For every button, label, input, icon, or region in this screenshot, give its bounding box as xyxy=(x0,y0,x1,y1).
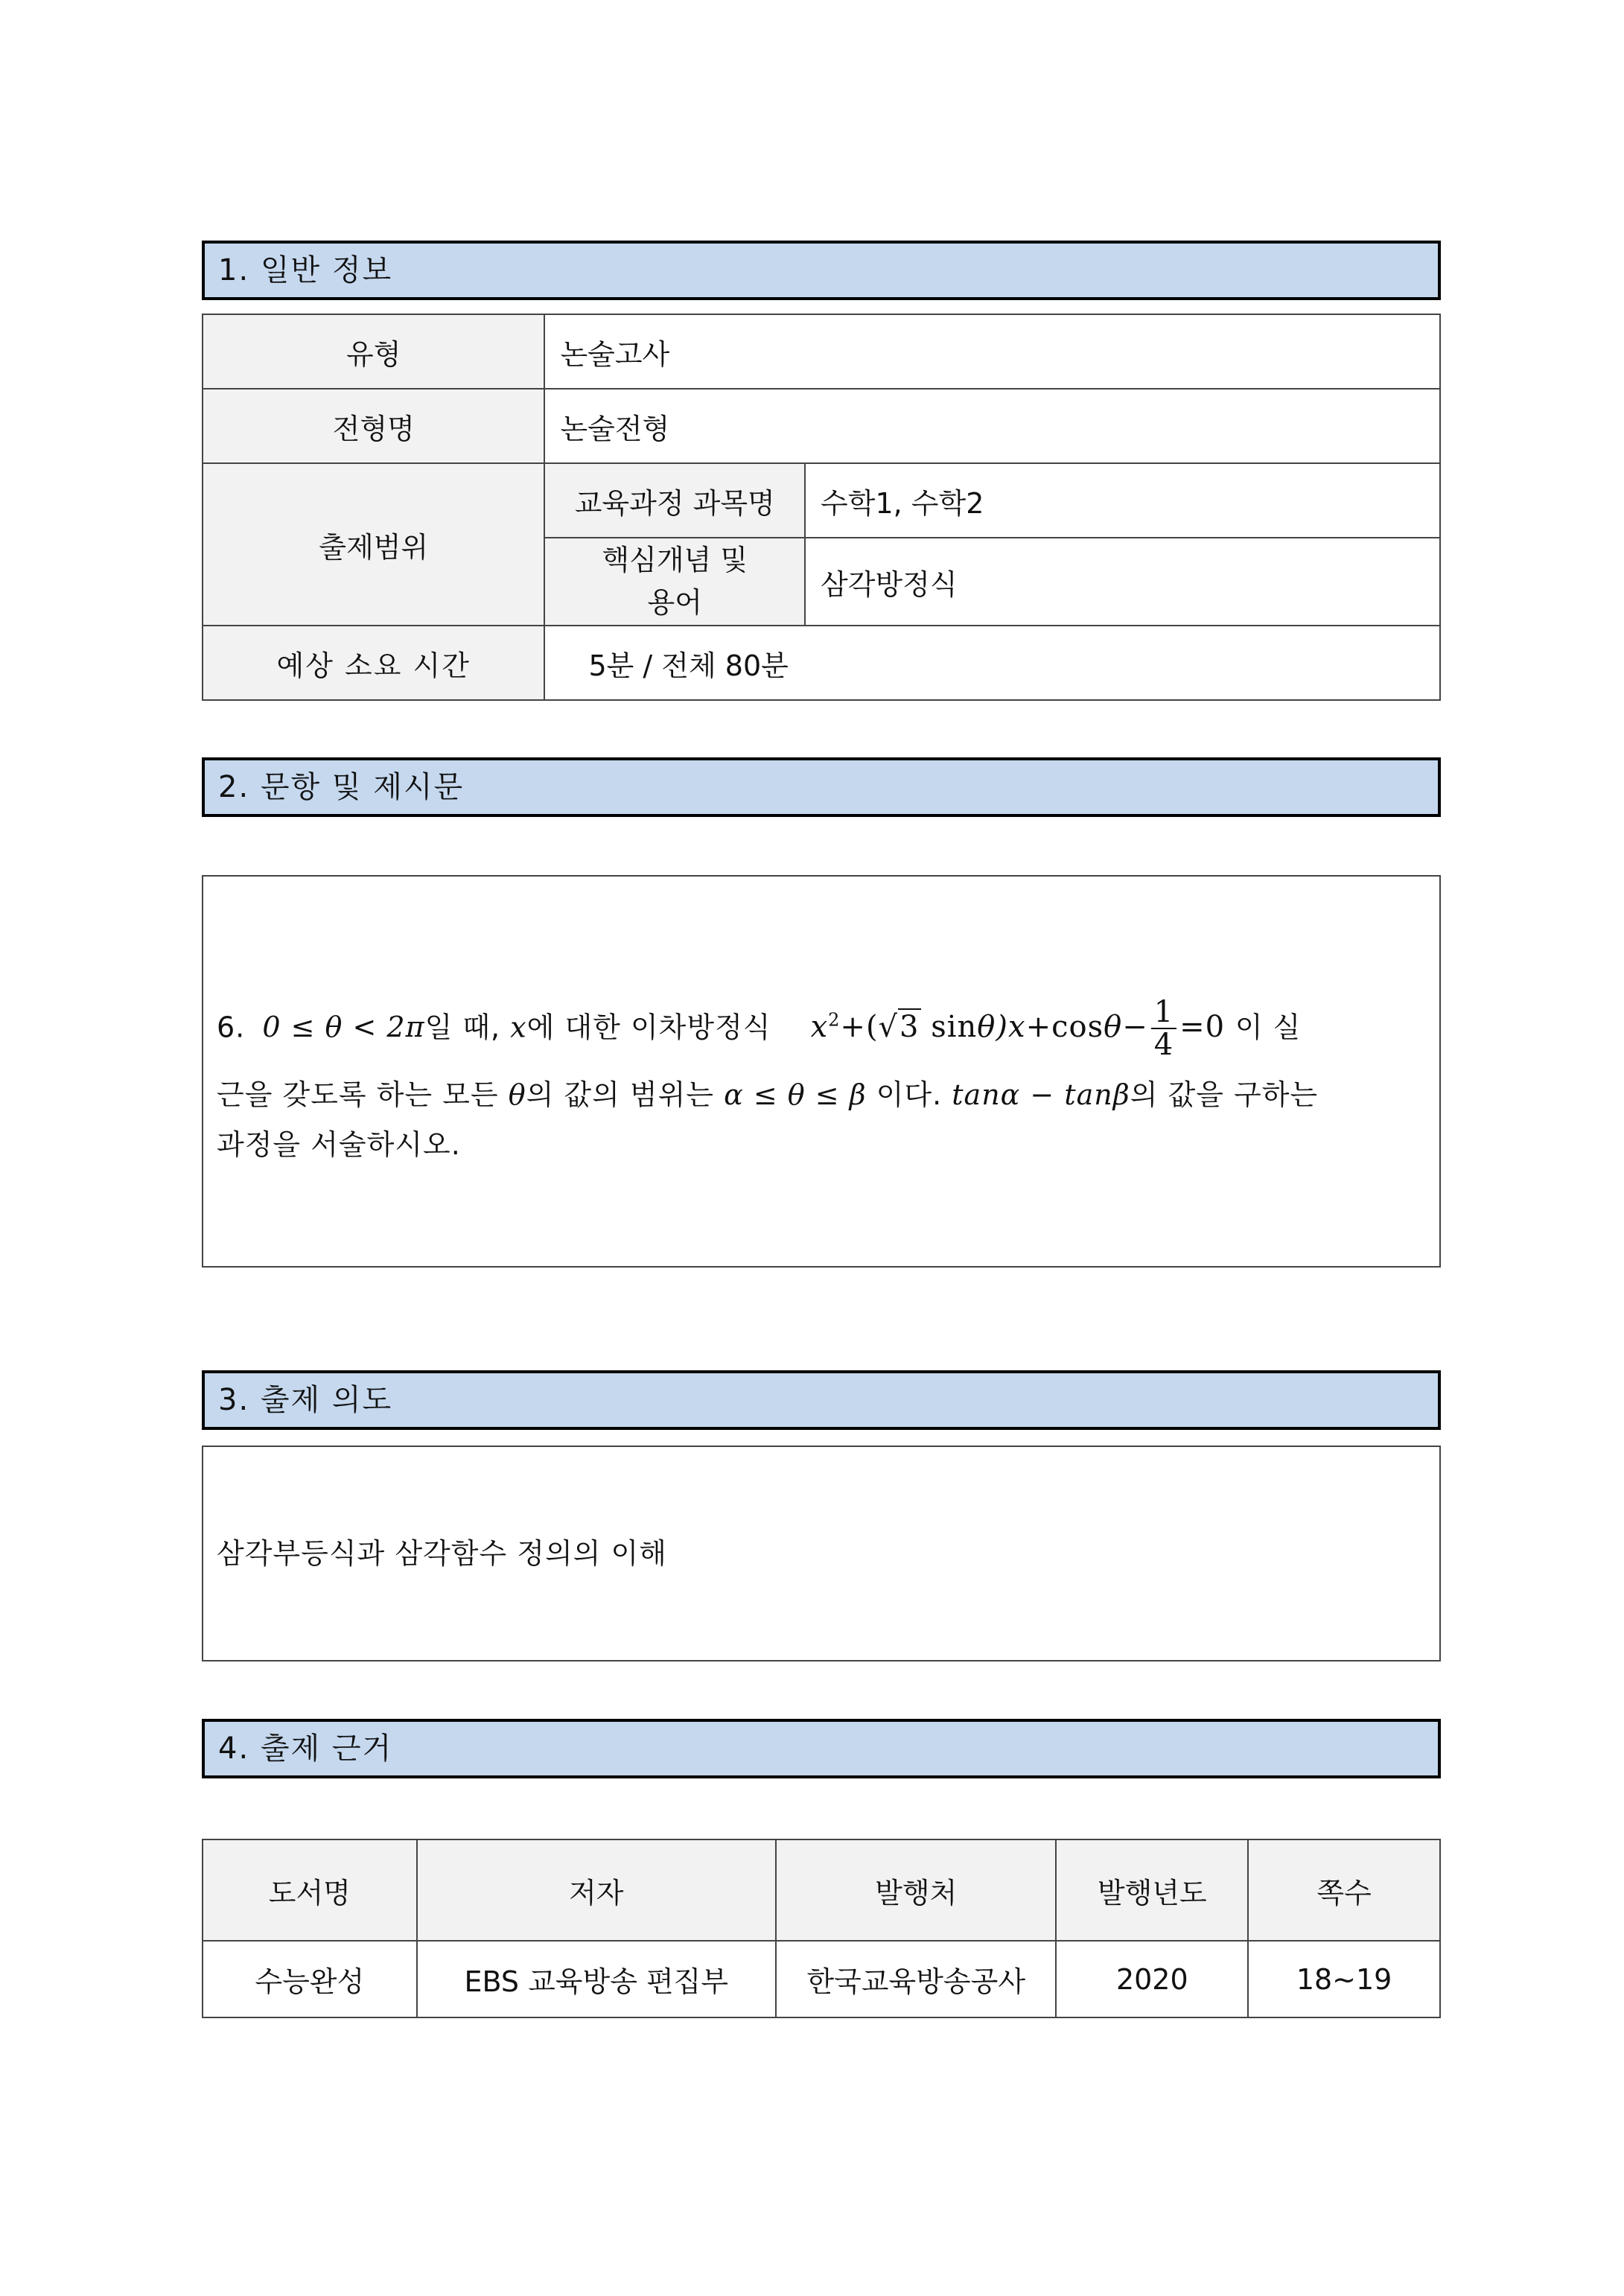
eq-plus-cos: +cos xyxy=(1025,1010,1104,1045)
range-math: α ≤ θ ≤ β xyxy=(724,1078,867,1111)
table-row xyxy=(203,1941,1440,2017)
time-label: 예상 소요 시간 xyxy=(203,626,544,700)
admission-label: 전형명 xyxy=(203,389,544,463)
cell-author: EBS 교육방송 편집부 xyxy=(417,1941,776,2017)
section-1-header: 1. 일반 정보 xyxy=(202,241,1441,300)
eq-minus: − xyxy=(1122,1010,1148,1045)
condition-math: 0 ≤ θ < 2π xyxy=(262,1011,425,1044)
eq-sqrt xyxy=(879,1008,921,1044)
intent-box xyxy=(202,1446,1441,1661)
general-info-table xyxy=(202,314,1441,701)
section-4-header: 4. 출제 근거 xyxy=(202,1719,1441,1778)
concept-value: 삼각방정식 xyxy=(805,538,1440,626)
question-line-2 xyxy=(217,1072,1318,1117)
concept-label-line1: 핵심개념 및 xyxy=(602,544,748,576)
concept-label-line2: 용어 xyxy=(647,586,702,619)
sqrt-radicand: 3 xyxy=(899,1010,920,1045)
question-line-3: 과정을 서술하시오. xyxy=(217,1128,461,1161)
question-line2-b: 의 값의 범위는 xyxy=(526,1078,725,1111)
eq-plus-open: +( xyxy=(840,1010,879,1045)
question-line2-c: 이다. xyxy=(866,1078,952,1111)
eq-sin: sin xyxy=(920,1010,978,1045)
question-box xyxy=(202,875,1441,1268)
eq-fraction xyxy=(1151,995,1176,1063)
question-line2-a: 근을 갖도록 하는 모든 xyxy=(217,1078,509,1111)
theta-symbol: θ xyxy=(508,1078,526,1111)
question-text-2: 에 대한 이차방정식 xyxy=(526,1011,771,1044)
cell-year: 2020 xyxy=(1056,1941,1248,2017)
variable-x: x xyxy=(510,1011,527,1044)
type-label: 유형 xyxy=(203,314,544,389)
intent-text: 삼각부등식과 삼각함수 정의의 이해 xyxy=(217,1537,667,1570)
cell-pages: 18~19 xyxy=(1248,1941,1440,2017)
cell-publisher: 한국교육방송공사 xyxy=(776,1941,1056,2017)
section-2-header: 2. 문항 및 제시문 xyxy=(202,757,1441,817)
header-book: 도서명 xyxy=(203,1839,417,1941)
type-value: 논술고사 xyxy=(544,314,1440,389)
time-value: 5분 / 전체 80분 xyxy=(544,626,1440,700)
question-text-1: 일 때, xyxy=(424,1011,511,1044)
eq-exponent: 2 xyxy=(828,1010,841,1031)
concept-label xyxy=(544,538,805,626)
eq-theta-2: θ xyxy=(1104,1010,1123,1045)
question-line-1 xyxy=(217,987,1302,1063)
curriculum-label: 교육과정 과목명 xyxy=(544,463,805,538)
sqrt-sign: √ xyxy=(878,1010,899,1045)
question-text-3: 이 실 xyxy=(1235,1011,1302,1044)
section-3-header: 3. 출제 의도 xyxy=(202,1370,1441,1430)
scope-label: 출제범위 xyxy=(203,463,544,626)
question-line2-d: 의 값을 구하는 xyxy=(1130,1078,1319,1111)
header-author: 저자 xyxy=(417,1839,776,1941)
eq-x: x xyxy=(810,1010,829,1045)
eq-close-x: )x xyxy=(996,1010,1026,1045)
eq-equals: =0 xyxy=(1179,1010,1226,1045)
fraction-denominator: 4 xyxy=(1153,1028,1174,1063)
quadratic-equation xyxy=(810,995,1235,1063)
header-publisher: 발행처 xyxy=(776,1839,1056,1941)
source-table xyxy=(202,1839,1441,2018)
tan-difference-math: tanα − tanβ xyxy=(952,1078,1130,1111)
source-table-header xyxy=(203,1839,1440,1941)
admission-value: 논술전형 xyxy=(544,389,1440,463)
curriculum-value: 수학1, 수학2 xyxy=(805,463,1440,538)
header-pages: 쪽수 xyxy=(1248,1839,1440,1941)
question-number: 6. xyxy=(217,1011,246,1044)
eq-theta: θ xyxy=(977,1010,996,1045)
cell-book: 수능완성 xyxy=(203,1941,417,2017)
fraction-numerator: 1 xyxy=(1151,996,1176,1029)
header-year: 발행년도 xyxy=(1056,1839,1248,1941)
